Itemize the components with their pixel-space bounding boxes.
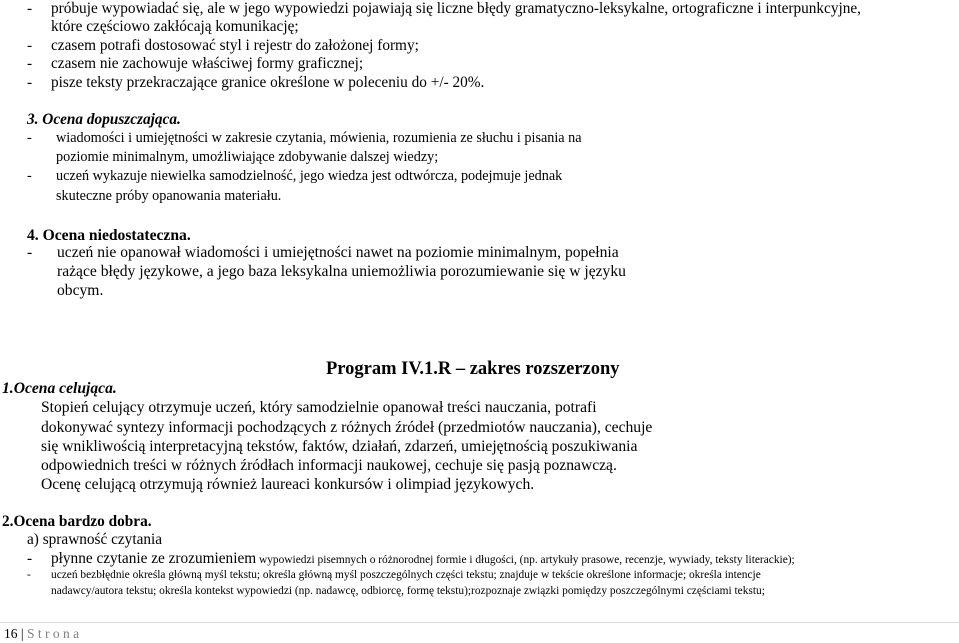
- list-item-text: pisze teksty przekraczające granice określone w poleceniu do +/- 20%.: [51, 74, 485, 91]
- list-dash: -: [27, 0, 33, 17]
- paragraph-line: dokonywać syntezy informacji pochodzących z różnych źródeł (przedmiotów nauczania), cechuje: [41, 419, 653, 436]
- paragraph-line: Ocenę celującą otrzymują również laureaci konkursów i olimpiad językowych.: [41, 476, 535, 493]
- page-number: 16: [4, 626, 18, 641]
- list-dash: -: [27, 74, 33, 91]
- list-item-text: czasem potrafi dostosować styl i rejestr do założonej formy;: [51, 37, 419, 54]
- list-item-text: uczeń wykazuje niewielka samodzielność, jego wiedza jest odtwórcza, podejmuje jednak: [56, 168, 563, 184]
- list-dash: -: [27, 569, 31, 581]
- section-heading: 1.Ocena celująca.: [2, 380, 117, 397]
- section-heading: 4. Ocena niedostateczna.: [27, 227, 191, 244]
- program-title: Program IV.1.R – zakres rozszerzony: [326, 359, 620, 379]
- list-item-text: obcym.: [57, 282, 104, 299]
- page-footer: [4, 627, 79, 641]
- footer-divider: [0, 622, 959, 623]
- paragraph-line: odpowiednich treści w różnych źródłach informacji naukowej, cechuje się pasją poznawczą.: [41, 457, 617, 474]
- list-dash: -: [27, 37, 33, 54]
- section-heading: 2.Ocena bardzo dobra.: [2, 513, 152, 530]
- list-item-text: rażące błędy językowe, a jego baza leksykalna uniemożliwia porozumiewanie się w języku: [57, 263, 626, 280]
- list-dash: -: [27, 550, 33, 567]
- list-item-text: nadawcy/autora tekstu; określa kontekst wypowiedzi (np. nadawcę, odbiorcę, formę tekstu);rozpoznaje związki pomiędzy poszczególnymi częściami tekstu;: [51, 585, 765, 597]
- list-item-main: płynne czytanie ze zrozumieniem: [51, 550, 257, 567]
- list-item-text: wiadomości i umiejętności w zakresie czytania, mówienia, rozumienia ze słuchu i pisania na: [56, 130, 582, 146]
- page-label: S t r o n a: [26, 626, 80, 641]
- footer-separator: |: [20, 626, 24, 641]
- sub-heading: a) sprawność czytania: [27, 531, 163, 548]
- list-dash: -: [27, 130, 32, 146]
- paragraph-line: się wnikliwością interpretacyjną tekstów, faktów, działań, zdarzeń, umiejętnością poszukiwania: [41, 438, 638, 455]
- list-item-text: skuteczne próby opanowania materiału.: [56, 188, 282, 204]
- list-item-text: poziomie minimalnym, umożliwiające zdobywanie dalszej wiedzy;: [56, 149, 439, 165]
- section-heading: 3. Ocena dopuszczająca.: [27, 111, 181, 128]
- list-item-text: uczeń nie opanował wiadomości i umiejętności nawet na poziomie minimalnym, popełnia: [57, 244, 619, 261]
- list-item-text: próbuje wypowiadać się, ale w jego wypowiedzi pojawiają się liczne błędy gramatyczno-leksykalne, ortograficzne i interpunkcyjne,: [51, 0, 862, 17]
- list-item-text: czasem nie zachowuje właściwej formy graficznej;: [51, 55, 364, 72]
- paragraph-line: Stopień celujący otrzymuje uczeń, który samodzielnie opanował treści nauczania, potrafi: [41, 399, 597, 416]
- list-dash: -: [27, 244, 33, 261]
- list-item-small: wypowiedzi pisemnych o różnorodnej formie i długości, (np. artykuły prasowe, recenzje, wywiady, teksty literackie);: [256, 554, 795, 566]
- list-item-text: [51, 551, 795, 567]
- list-item-text: które częściowo zakłócają komunikację;: [51, 18, 299, 35]
- list-item-text: uczeń bezbłędnie określa główną myśl tekstu; określa główną myśl poszczególnych części tekstu; znajduje w tekście określone informacje; określa intencje: [51, 569, 761, 581]
- list-dash: -: [27, 168, 32, 184]
- list-dash: -: [27, 55, 33, 72]
